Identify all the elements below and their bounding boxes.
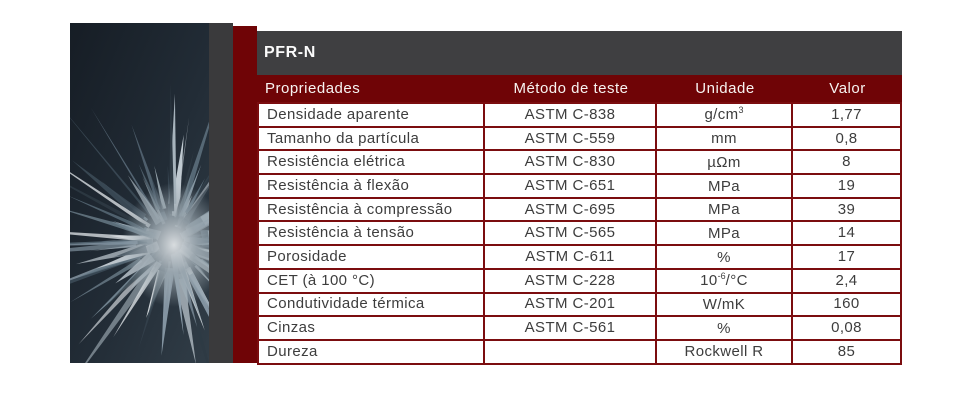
method-cell: ASTM C-611	[485, 246, 657, 270]
table-row	[257, 270, 902, 294]
value-cell: 8	[793, 151, 902, 175]
properties-table	[257, 75, 902, 365]
unit-base: g/cm	[704, 106, 739, 124]
red-accent-bar	[233, 26, 257, 363]
method-cell: ASTM C-228	[485, 270, 657, 294]
column-header-propriedades: Propriedades	[257, 75, 485, 102]
unit-base: MPa	[707, 177, 741, 195]
column-header-metodo-de-teste: Método de teste	[485, 75, 657, 102]
unit-base: MPa	[707, 224, 741, 242]
property-cell: Porosidade	[257, 246, 485, 270]
unit-cell	[657, 199, 793, 223]
table-row	[257, 317, 902, 341]
unit-base: MPa	[707, 201, 741, 219]
unit-base: mm	[711, 130, 737, 148]
unit-cell	[657, 294, 793, 318]
method-cell: ASTM C-651	[485, 175, 657, 199]
method-cell: ASTM C-565	[485, 222, 657, 246]
value-cell: 0,8	[793, 128, 902, 152]
table-row	[257, 151, 902, 175]
shattered-glass-image	[70, 23, 209, 363]
property-cell: Resistência à compressão	[257, 199, 485, 223]
value-cell: 160	[793, 294, 902, 318]
unit-superscript: 3	[738, 105, 744, 116]
table-row	[257, 294, 902, 318]
property-cell: Dureza	[257, 341, 485, 365]
unit-cell	[657, 341, 793, 365]
title-bar	[257, 31, 902, 75]
table-row	[257, 199, 902, 223]
table-row	[257, 128, 902, 152]
unit-base: Rockwell R	[684, 343, 764, 361]
column-header-unidade: Unidade	[657, 75, 793, 102]
method-cell: ASTM C-559	[485, 128, 657, 152]
unit-cell	[657, 317, 793, 341]
method-cell: ASTM C-201	[485, 294, 657, 318]
method-cell	[485, 341, 657, 365]
datasheet-panel	[257, 31, 902, 365]
table-row	[257, 341, 902, 365]
unit-cell	[657, 102, 793, 128]
unit-cell	[657, 222, 793, 246]
property-cell: Condutividade térmica	[257, 294, 485, 318]
value-cell: 19	[793, 175, 902, 199]
unit-base: 10	[700, 272, 718, 290]
unit-base: µΩm	[707, 153, 741, 171]
property-cell: Resistência à tensão	[257, 222, 485, 246]
unit-base: W/mK	[702, 295, 746, 313]
gray-accent-strip	[209, 23, 233, 363]
method-cell: ASTM C-561	[485, 317, 657, 341]
unit-superscript: -6	[717, 271, 726, 282]
method-cell: ASTM C-830	[485, 151, 657, 175]
value-cell: 17	[793, 246, 902, 270]
unit-cell	[657, 270, 793, 294]
property-cell: Densidade aparente	[257, 102, 485, 128]
unit-base: %	[717, 248, 731, 266]
value-cell: 1,77	[793, 102, 902, 128]
property-cell: Resistência à flexão	[257, 175, 485, 199]
method-cell: ASTM C-838	[485, 102, 657, 128]
table-row	[257, 246, 902, 270]
table-row	[257, 222, 902, 246]
unit-cell	[657, 128, 793, 152]
table-header-row	[257, 75, 902, 102]
unit-cell	[657, 246, 793, 270]
table-row	[257, 102, 902, 128]
unit-cell	[657, 151, 793, 175]
method-cell: ASTM C-695	[485, 199, 657, 223]
property-cell: Resistência elétrica	[257, 151, 485, 175]
value-cell: 39	[793, 199, 902, 223]
value-cell: 2,4	[793, 270, 902, 294]
unit-base: %	[717, 319, 731, 337]
value-cell: 0,08	[793, 317, 902, 341]
property-cell: CET (à 100 °C)	[257, 270, 485, 294]
unit-cell	[657, 175, 793, 199]
value-cell: 85	[793, 341, 902, 365]
table-row	[257, 175, 902, 199]
property-cell: Tamanho da partícula	[257, 128, 485, 152]
product-title: PFR-N	[264, 44, 316, 61]
value-cell: 14	[793, 222, 902, 246]
column-header-valor: Valor	[793, 75, 902, 102]
unit-rest: /°C	[725, 272, 748, 290]
property-cell: Cinzas	[257, 317, 485, 341]
